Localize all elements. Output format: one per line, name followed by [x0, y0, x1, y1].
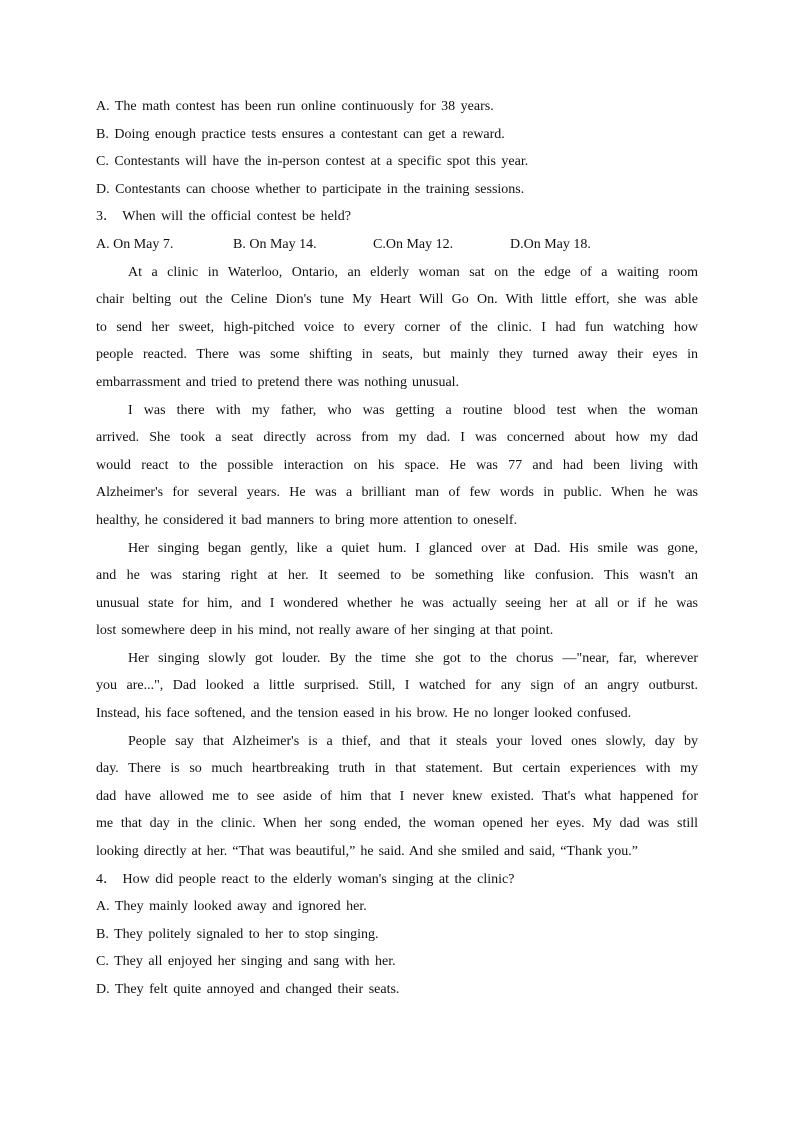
option-b: B. They politely signaled to her to stop singing.: [96, 926, 379, 942]
passage-line: people reacted. There was some shifting in seats, but mainly they turned away their eyes in: [96, 347, 698, 363]
option-d: D. Contestants can choose whether to participate in the training sessions.: [96, 181, 525, 197]
passage-line: I was there with my father, who was getting a routine blood test when the woman: [128, 402, 698, 418]
passage-line: People say that Alzheimer's is a thief, and that it steals your loved ones slowly, day by: [128, 733, 698, 749]
option-c: C. Contestants will have the in-person contest at a specific spot this year.: [96, 154, 529, 170]
passage-paragraph-4: [96, 645, 698, 728]
reading-passage: [96, 259, 698, 866]
passage-line: lost somewhere deep in his mind, not really aware of her singing at that point.: [96, 623, 554, 639]
question-4-text: 4． How did people react to the elderly woman's singing at the clinic?: [96, 871, 515, 887]
option-a: A. They mainly looked away and ignored her.: [96, 899, 367, 915]
option-a: A. The math contest has been run online continuously for 38 years.: [96, 99, 494, 114]
passage-line: dad have allowed me to see aside of him that I never knew existed. That's what happened for: [96, 788, 698, 804]
option-c: C. They all enjoyed her singing and sang with her.: [96, 954, 396, 970]
question-4: [96, 866, 698, 1004]
passage-line: Instead, his face softened, and the tension eased in his brow. He no longer looked confused.: [96, 706, 632, 722]
question-3-text: 3． When will the official contest be held?: [96, 209, 351, 225]
passage-line: would react to the possible interaction on his space. He was 77 and had been living with: [96, 457, 698, 473]
passage-line: At a clinic in Waterloo, Ontario, an elderly woman sat on the edge of a waiting room: [128, 264, 698, 280]
passage-line: me that day in the clinic. When her song ended, the woman opened her eyes. My dad was still: [96, 816, 698, 832]
passage-line: healthy, he considered it bad manners to bring more attention to oneself.: [96, 512, 518, 528]
passage-line: and he was staring right at her. It seemed to be something like confusion. This wasn't an: [96, 568, 698, 584]
passage-line: Her singing slowly got louder. By the time she got to the chorus —"near, far, wherever: [128, 650, 698, 666]
passage-line: day. There is so much heartbreaking truth in that statement. But certain experiences with my: [96, 761, 698, 777]
question-3-options: [96, 231, 698, 259]
option-d: D. They felt quite annoyed and changed their seats.: [96, 982, 400, 997]
option-a: A. On May 7.: [96, 236, 174, 252]
document-page: [96, 93, 698, 1004]
passage-line: Her singing began gently, like a quiet hum. I glanced over at Dad. His smile was gone,: [128, 540, 698, 556]
passage-line: to send her sweet, high-pitched voice to every corner of the clinic. I had fun watching how: [96, 319, 698, 335]
passage-line: Alzheimer's for several years. He was a brilliant man of few words in public. When he was: [96, 485, 698, 501]
passage-line: chair belting out the Celine Dion's tune My Heart Will Go On. With little effort, she was able: [96, 292, 698, 308]
option-c: C.On May 12.: [373, 236, 454, 252]
question-2-options: [96, 93, 698, 203]
option-b: B. On May 14.: [233, 236, 317, 252]
option-d: D.On May 18.: [510, 236, 591, 252]
passage-paragraph-2: [96, 397, 698, 535]
passage-paragraph-3: [96, 535, 698, 645]
option-b: B. Doing enough practice tests ensures a contestant can get a reward.: [96, 126, 505, 142]
passage-line: you are...", Dad looked a little surprised. Still, I watched for any sign of an angry outburst.: [96, 678, 698, 694]
passage-paragraph-1: [96, 259, 698, 397]
passage-line: looking directly at her. “That was beautiful,” he said. And she smiled and said, “Thank you.”: [96, 844, 638, 860]
passage-line: embarrassment and tried to pretend there was nothing unusual.: [96, 374, 460, 390]
passage-paragraph-5: [96, 728, 698, 866]
question-3: [96, 203, 698, 258]
passage-line: unusual state for him, and I wondered whether he was actually seeing her at all or if he was: [96, 595, 698, 611]
passage-line: arrived. She took a seat directly across from my dad. I was concerned about how my dad: [96, 430, 698, 446]
